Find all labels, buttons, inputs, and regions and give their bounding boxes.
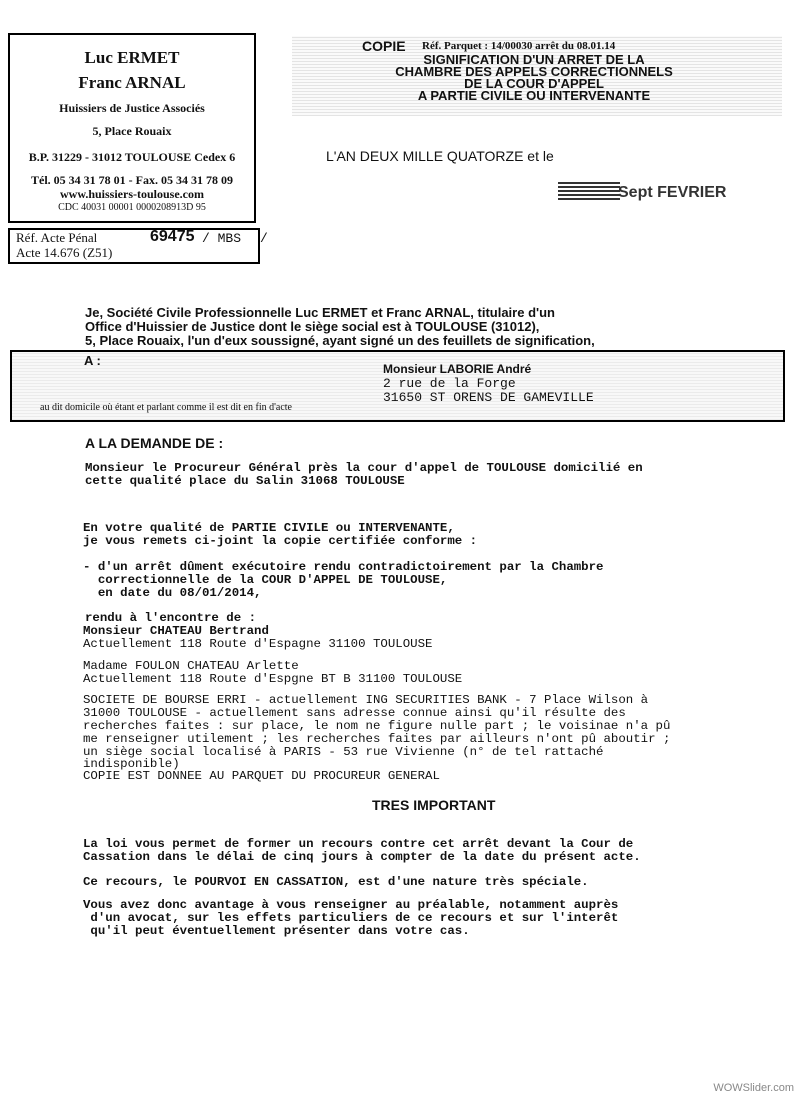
rendu-line: rendu à l'encontre de : — [85, 611, 257, 625]
recipient-a-label: A : — [84, 353, 101, 368]
firm-name-2: Franc ARNAL — [78, 73, 186, 92]
firm-subtitle: Huissiers de Justice Associés — [59, 101, 205, 115]
copie-parquet-line: COPIE EST DONNEE AU PARQUET DU PROCUREUR GENERAL — [83, 769, 440, 783]
arret-line-3: en date du 08/01/2014, — [83, 586, 262, 600]
demand-line-1: Monsieur le Procureur Général près la cour d'appel de TOULOUSE domicilié en — [85, 461, 643, 475]
firm-name-1: Luc ERMET — [84, 48, 180, 67]
party-2-address: Actuellement 118 Route d'Espgne BT B 31100 TOULOUSE — [83, 672, 463, 686]
firm-cdc: CDC 40031 00001 0000208913D 95 — [58, 202, 206, 213]
date-stamp: Sept FEVRIER — [618, 184, 727, 201]
intro-line-2: Office d'Huissier de Justice dont le siège social est à TOULOUSE (31012), — [85, 319, 540, 334]
firm-box — [8, 33, 256, 223]
party-1-address: Actuellement 118 Route d'Espagne 31100 TOULOUSE — [83, 637, 433, 651]
reference-label: Réf. Acte Pénal — [16, 230, 98, 245]
reference-suffix: / MBS — [202, 231, 242, 246]
societe-line-2: 31000 TOULOUSE - actuellement sans adresse connue ainsi qu'il résulte des — [83, 706, 626, 720]
reference-acte: Acte 14.676 (Z51) — [16, 245, 113, 260]
societe-line-4: me renseigner utilement ; les recherches faites par ailleurs n'ont pû aboutir ; — [83, 732, 671, 746]
copie-label: COPIE — [362, 38, 406, 54]
ref-parquet: Réf. Parquet : 14/00030 arrêt du 08.01.14 — [422, 40, 616, 52]
conseil-line-2: d'un avocat, sur les effets particuliers de ce recours et sur l'interêt — [83, 911, 619, 925]
title-line-3: DE LA COUR D'APPEL — [464, 76, 604, 91]
firm-address: 5, Place Rouaix — [92, 124, 172, 138]
watermark: WOWSlider.com — [713, 1082, 794, 1094]
date-line: L'AN DEUX MILLE QUATORZE et le — [326, 148, 554, 164]
title-line-2: CHAMBRE DES APPELS CORRECTIONNELS — [395, 64, 673, 79]
firm-bp: B.P. 31229 - 31012 TOULOUSE Cedex 6 — [28, 150, 236, 164]
arret-line-1: - d'un arrêt dûment exécutoire rendu contradictoirement par la Chambre — [83, 560, 604, 574]
party-1-name: Monsieur CHATEAU Bertrand — [83, 624, 269, 638]
party-2-name: Madame FOULON CHATEAU Arlette — [83, 659, 299, 673]
recours-line-2: Cassation dans le délai de cinq jours à compter de la date du présent acte. — [83, 850, 641, 864]
reference-number: 69475 — [150, 228, 195, 245]
demand-heading: A LA DEMANDE DE : — [85, 435, 224, 451]
societe-line-6: indisponible) — [83, 757, 180, 771]
societe-line-5: un siège social localisé à PARIS - 53 rue Vivienne (n° de tel rattaché — [83, 745, 604, 759]
intro-line-1: Je, Société Civile Professionnelle Luc ERMET et Franc ARNAL, titulaire d'un — [85, 305, 555, 320]
qualite-line-1: En votre qualité de PARTIE CIVILE ou INTERVENANTE, — [83, 521, 455, 535]
title-line-4: A PARTIE CIVILE OU INTERVENANTE — [417, 88, 651, 103]
societe-line-1: SOCIETE DE BOURSE ERRI - actuellement ING SECURITIES BANK - 7 Place Wilson à — [83, 693, 649, 707]
recipient-address-1: 2 rue de la Forge — [383, 376, 516, 391]
conseil-line-1: Vous avez donc avantage à vous renseigner au préalable, notamment auprès — [83, 898, 619, 912]
demand-line-2: cette qualité place du Salin 31068 TOULOUSE — [85, 474, 405, 488]
date-stamp-mark — [558, 182, 620, 200]
conseil-line-3: qu'il peut éventuellement présenter dans votre cas. — [83, 924, 470, 938]
recipient-name: Monsieur LABORIE André — [383, 362, 532, 376]
arret-line-2: correctionnelle de la COUR D'APPEL DE TOULOUSE, — [83, 573, 448, 587]
firm-website: www.huissiers-toulouse.com — [59, 187, 204, 201]
intro-line-3: 5, Place Rouaix, l'un d'eux soussigné, ayant signé un des feuillets de signification, — [85, 333, 595, 348]
societe-line-3: recherches faites : sur place, le nom ne figure nulle part ; le voisinae n'a pû — [83, 719, 671, 733]
recipient-address-2: 31650 ST ORENS DE GAMEVILLE — [383, 390, 594, 405]
recours-line-1: La loi vous permet de former un recours contre cet arrêt devant la Cour de — [83, 837, 634, 851]
firm-phone-fax: Tél. 05 34 31 78 01 - Fax. 05 34 31 78 09 — [31, 173, 233, 187]
title-line-1: SIGNIFICATION D'UN ARRET DE LA — [423, 52, 645, 67]
recipient-domicile-note: au dit domicile où étant et parlant comme il est dit en fin d'acte — [40, 402, 292, 413]
pourvoi-line: Ce recours, le POURVOI EN CASSATION, est d'une nature très spéciale. — [83, 875, 589, 889]
qualite-line-2: je vous remets ci-joint la copie certifiée conforme : — [83, 534, 478, 548]
important-heading: TRES IMPORTANT — [372, 797, 496, 813]
reference-slash: / — [260, 231, 268, 246]
